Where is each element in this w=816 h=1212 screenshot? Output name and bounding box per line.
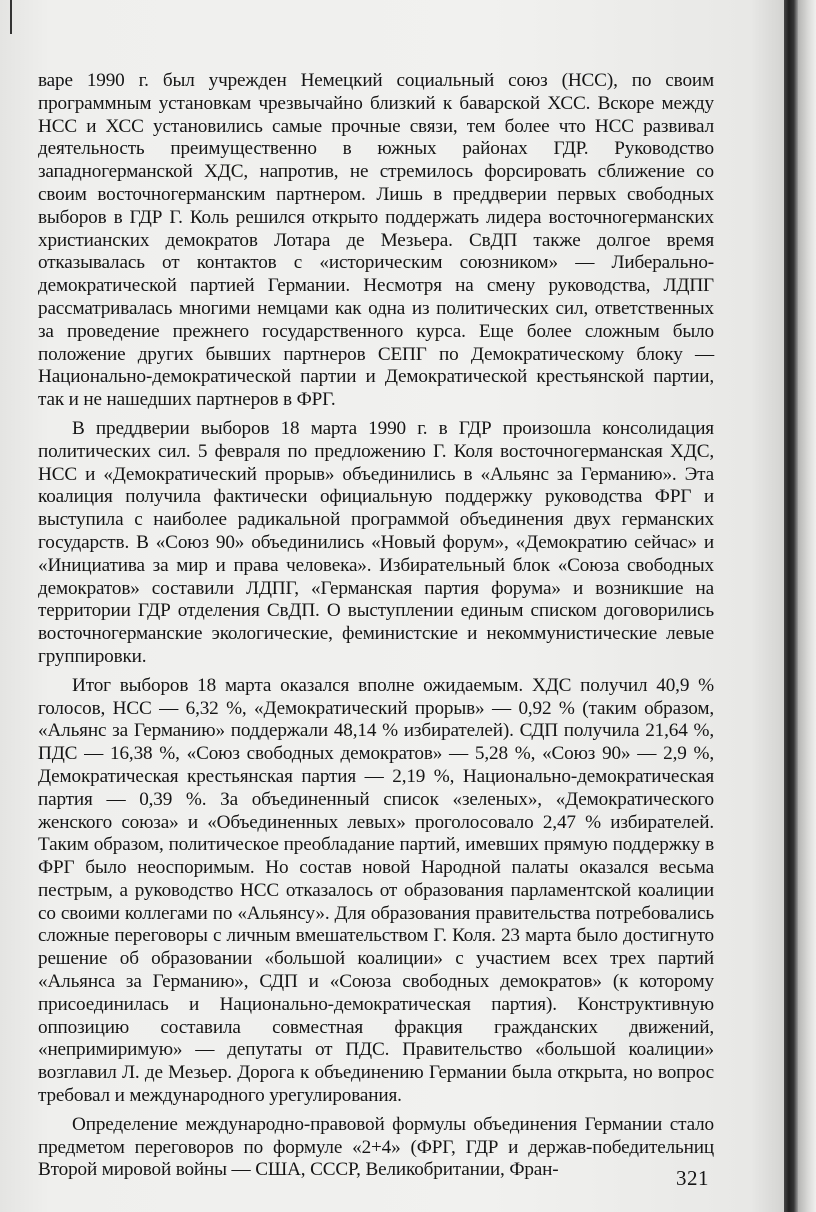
page-number: 321 bbox=[676, 1166, 709, 1190]
book-edge bbox=[798, 0, 816, 1212]
scan-mark bbox=[10, 0, 12, 34]
book-spine-shadow bbox=[784, 0, 798, 1212]
paragraph-1: варе 1990 г. был учрежден Немецкий социальный союз (НСС), по своим программным установкам чрезвычайно близкий к баварской ХСС. Вскоре между НСС и ХСС установились самые прочные связи, тем более что НСС развивал деятельность преимущественно в южных районах ГДР. Руководство западногерманской ХДС, напротив, не стремилось форсировать сближение со своим восточногерманским партнером. Лишь в преддверии первых свободных выборов в ГДР Г. Коль решился открыто поддержать лидера восточногерманских христианских демократов Лотара де Мезьера. СвДП также долгое время отказывалась от контактов с «историческим союзником» — Либерально-демократической партией Германии. Несмотря на смену руководства, ЛДПГ рассматривалась многими немцами как одна из политических сил, ответственных за проведение прежнего государственного курса. Еще более сложным было положение других бывших партнеров СЕПГ по Демократическому блоку — Национально-демократической партии и Демократической крестьянской партии, так и не нашедших партнеров в ФРГ. bbox=[38, 70, 714, 411]
paragraph-3: Итог выборов 18 марта оказался вполне ожидаемым. ХДС получил 40,9 % голосов, НСС — 6,32 %, «Демократический прорыв» — 0,92 % (таким образом, «Альянс за Германию» поддержали 48,14 % избирателей). СДП получила 21,64 %, ПДС — 16,38 %, «Союз свободных демократов» — 5,28 %, «Союз 90» — 2,9 %, Демократическая крестьянская партия — 2,19 %, Национально-демократическая партия — 0,39 %. За объединенный список «зеленых», «Демократического женского союза» и «Объединенных левых» проголосовало 2,47 % избирателей. Таким образом, политическое преобладание партий, имевших прямую поддержку в ФРГ было неоспоримым. Но состав новой Народной палаты оказался весьма пестрым, а руководство НСС отказалось от образования парламентской коалиции со своими коллегами по «Альянсу». Для образования правительства потребовались сложные переговоры с личным вмешательством Г. Коля. 23 марта было достигнуто решение об образовании «большой коалиции» с участием всех трех партий «Альянса за Германию», СДП и «Союза свободных демократов» (к которому присоединилась и Национально-демократическая партия). Конструктивную оппозицию составила совместная фракция гражданских движений, «непримиримую» — депутаты от ПДС. Правительство «большой коалиции» возглавил Л. де Мезьер. Дорога к объединению Германии была открыта, но вопрос требовал и международного урегулирования. bbox=[38, 674, 714, 1107]
paragraph-4: Определение международно-правовой формулы объединения Германии стало предметом переговоров по формуле «2+4» (ФРГ, ГДР и держав-победительниц Второй мировой войны — США, СССР, Великобритании, Фран- bbox=[38, 1113, 714, 1181]
paragraph-2: В преддверии выборов 18 марта 1990 г. в ГДР произошла консолидация политических сил. 5 февраля по предложению Г. Коля восточногерманская ХДС, НСС и «Демократический прорыв» объединились в «Альянс за Германию». Эта коалиция получила фактически официальную поддержку руководства ФРГ и выступила с наиболее радикальной программой объединения двух германских государств. В «Союз 90» объединились «Новый форум», «Демократию сейчас» и «Инициатива за мир и права человека». Избирательный блок «Союза свободных демократов» составили ЛДПГ, «Германская партия форума» и возникшие на территории ГДР отделения СвДП. О выступлении единым списком договорились восточногерманские экологические, феминистские и некоммунистические левые группировки. bbox=[38, 417, 714, 667]
body-text bbox=[38, 70, 714, 1188]
